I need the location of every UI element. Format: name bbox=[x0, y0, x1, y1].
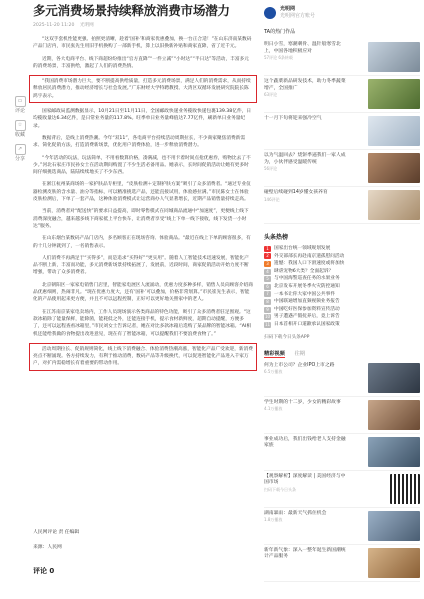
paragraph: 国家邮政局监测数据显示，10月21日至11月11日，全国邮政快递业务揽收快递包裹139.38亿件，日均揽收量达6.34亿件，是日常业务量的117.8%。旺季单日业务量峰值达7.77亿件，刷新单日业务量纪录。 bbox=[33, 109, 252, 129]
list-item[interactable]: 碰壁后续碰到14岁懂女孩养育 146评论 bbox=[264, 187, 420, 224]
paragraph: “今年活动的玩法，玩法简单，不用看数算价格，凑满减，也不用卡着时间点抢优惠券，购物比去了不少。”河北石家庄市民孙女士在活动期间购置了不少生活必备用品。她表示，长时间促销活动让她有更多时间仔细挑选商品，陆陆续续地买了不少东西。 bbox=[33, 155, 251, 176]
video-tabs bbox=[264, 350, 420, 357]
list-item[interactable]: 以为气温回去？烧饼季逼我们一家人成为，小伙伴感受温暖传统 56评论 bbox=[264, 150, 420, 187]
video-item[interactable]: 新年新气象：深入一整年诞生新国潮统计产品服务 bbox=[264, 545, 420, 582]
app-download-link[interactable]: 扫码下载今日头条APP bbox=[264, 334, 310, 340]
comment-icon: ▭ bbox=[15, 96, 26, 107]
qr-code bbox=[390, 474, 420, 504]
thumbnail bbox=[368, 42, 420, 72]
comment-count[interactable]: 评论 0 bbox=[33, 567, 55, 575]
editor-line: 人民网评论 责 任编辑 bbox=[33, 530, 80, 535]
tab-past[interactable]: 往期 bbox=[294, 350, 305, 357]
avatar[interactable] bbox=[264, 7, 276, 19]
video-item[interactable]: 何为上市公司？企业IPO上市之路 6.5万播放 bbox=[264, 360, 420, 397]
video-item[interactable]: 学生时期的十二岁，少女的精彩故事 4.1万播放 bbox=[264, 397, 420, 434]
highlight-quote: 活动周期拉长、促销规则简化，线上线下消费融合、体验消费热潮高涨，智能化产品广受欢迎，新消费亮点不断涌现。各方持续发力，有利于推动消费，数码产品等升级换代，可以促进智能化产品进入千家万户，对扩内需稳增长有着重要的带动作用。 bbox=[33, 346, 253, 367]
video-thumbnail bbox=[368, 400, 420, 430]
highlight-quote: “我国消费市场潜力巨大，要不断提高供给质量，打造多元消费场景，满足人们的消费需求，从而持续释放居民消费潜力，推动经济增长与社会发展。”广东财经大学特聘教授、大湾区双循环发展研究院院长陈鸿宇表示。 bbox=[33, 79, 251, 99]
right-sidebar bbox=[264, 0, 420, 582]
favorite-button[interactable]: ☆ 收藏 bbox=[14, 122, 25, 138]
hot-item[interactable]: 6 北京发布开展冬季火灾防控通知 bbox=[264, 283, 420, 291]
hot-item[interactable]: 1 国家出台统一领域规划发展 bbox=[264, 245, 420, 253]
list-item[interactable]: 十一月下旬将迎来强冷空气 bbox=[264, 113, 420, 150]
paragraph: 在浙江杭州某商场的一家护肤品专柜里，“皮肤检测＋定制护肤方案”吸引了众多消费者。“通过专业仪器检测皮肤的含水量、油分等指标，可以精准挑选产品，还能直接试用，体验感拉满。”市民陈女士在体验皮肤检测后，下单了一套产品，这种体验消费模式让运营商办人气显著增长，近期产品销售量持续走高。 bbox=[33, 182, 251, 203]
article-meta bbox=[33, 22, 98, 28]
article-title: 多元消费场景持续释放消费市场潜力 bbox=[33, 3, 230, 18]
hot-item[interactable]: 3 遗憾：我国人口下滑速度或将加快 bbox=[264, 260, 420, 268]
comment-button[interactable]: ▭ 评论 bbox=[14, 98, 25, 114]
video-thumbnail bbox=[368, 363, 420, 393]
video-item[interactable]: 【观察解析】深度解读 | 美国经济与中国市场 扫码下载今日头条 bbox=[264, 471, 420, 508]
share-button[interactable]: ↗ 分享 bbox=[14, 146, 25, 162]
thumbnail bbox=[368, 116, 420, 146]
hot-item[interactable]: 4 肆虐宠物6大类？全面起诉？ bbox=[264, 268, 420, 276]
hot-item[interactable]: 5 与中国海警巡查任务的水果业务 bbox=[264, 275, 420, 283]
hot-list-title: 头条热榜 bbox=[264, 234, 289, 241]
paragraph: 在江苏南京某家电卖场内，工作人员现场演示各类商品的特色功能，吸引了众多消费者驻足围观。“这款冰箱除了能量保鲜，能除菌，能耗低之外，还能连接手机，提示食材新鲜度，超期自动提醒，方便多了，还可以远程查看冰箱里，”市民刘女士告诉记者，她在对比多款冰箱后选购了某品牌的智能冰箱。“AI相机还能给我做的食物提出改进意见，现在有了智能冰箱，可以提醒我们不要浪费食物了。” bbox=[33, 309, 252, 337]
hot-works-title: TA的热门作品 bbox=[264, 29, 296, 35]
video-item[interactable]: 湖南暴雨：最新天气抓住机会 1.8万播放 bbox=[264, 508, 420, 545]
tab-featured-videos[interactable]: 精彩视频 bbox=[264, 350, 285, 357]
brand-sub: 光明网官方账号 bbox=[280, 13, 316, 19]
list-item[interactable]: 这个蔬菜新品研发技术，助力冬季蔬菜增产，全国推广 63评论 bbox=[264, 76, 420, 113]
publish-date: 2025-11-20 11:20 bbox=[33, 23, 75, 28]
paragraph: “这双手套机性能更强、拍照更清晰，趁着‘国补’和商家优惠叠加，换一台正合适！”在山东济南某数码产品门店内，市民张先生用旧手机换购了一部新手机，算上以旧换新补贴和商家直降，省了近千元。 bbox=[33, 37, 252, 50]
hot-item[interactable]: 8 中国联通增加直频视频业务报告 bbox=[264, 298, 420, 306]
paragraph: 北京朝阳区一家家电销售门店里，智能家电展区人流涌动，优惠力度多种多样，销售人员向顾客介绍商品优惠细则，热闹非凡。“现在优惠力度大，还有‘国补’可以叠加，价格非常划算。”市民崔先生表示，智能化的产品使用起来更方便，并且不可以远程控制，正好可以更好地关照家中的老人。 bbox=[33, 282, 253, 303]
action-rail bbox=[12, 96, 28, 168]
star-icon: ☆ bbox=[15, 120, 26, 131]
hot-item[interactable]: 2 外交部部长再赴南京遗孤慰问活动 bbox=[264, 253, 420, 261]
source-line: 来源：人民网 bbox=[33, 545, 62, 550]
article-source[interactable]: 光明网 bbox=[79, 23, 94, 28]
paragraph: 在山东烟台某数码产品门店内，多名顾客正在现场咨询、体验商品。“最近在线上下单的顾客很多，有的十几分钟就到了，一名销售表示。 bbox=[33, 236, 251, 249]
hot-item[interactable]: 7 一本书让你大家中国公共事件 bbox=[264, 291, 420, 299]
share-icon: ↗ bbox=[15, 144, 26, 155]
brand-name[interactable]: 光明网 bbox=[280, 6, 296, 12]
hot-item[interactable]: 9 中国吃好医保参加资料宣传活动 bbox=[264, 306, 420, 314]
paragraph: 近期，各大电商平台、线下商超纷纷推出“官方直降”“一件立减”“小时达”“半日达”等活动，丰富多元的消费场景，丰富供给，激起了人们的消费热情。 bbox=[33, 56, 249, 69]
video-thumbnail bbox=[368, 511, 420, 541]
paragraph: 当前，消费者对“配送快”的要求日益提高，即时零售模式在同城商品流通中“加速度”，更便线上线下消费深度融合，越来越多线下商家抵上平台快车，让消费者享受“线上下单一线下接收，线下发货一小时达”服务。 bbox=[33, 209, 249, 229]
hot-item[interactable]: 10 男子遭遇产假抚养后，竟上诉告 bbox=[264, 314, 340, 320]
highlight-box bbox=[29, 343, 257, 371]
hot-list bbox=[264, 245, 420, 329]
video-item[interactable]: 事业成功后，我们出钱给老人支持金融家族 bbox=[264, 434, 420, 471]
paragraph: 人们消费不再满足于“买得多”，而是追求“买得好”“更实用”。随着人工智能技术迅速发展，智能化产品不断上新，丰富而功能，多元消费新场景持续拓展了，发展前，近段时间，商家促销活动开始力度不断增强，带动了众多消费者。 bbox=[33, 255, 249, 276]
article-body bbox=[33, 36, 253, 376]
highlight-box bbox=[29, 75, 257, 103]
video-thumbnail bbox=[368, 548, 420, 578]
paragraph: 数据背后，是线上消费热潮。今年“双11”，各电商平台持续活动周期拉长，不少商家聚焦消费新需求、简化促销方法，打造消费新场景，优化用户消费体验，进一步释放消费潜力。 bbox=[33, 135, 246, 149]
thumbnail bbox=[368, 79, 420, 109]
video-thumbnail bbox=[368, 437, 420, 467]
thumbnail bbox=[368, 153, 420, 183]
thumbnail bbox=[368, 190, 420, 220]
article-footer bbox=[33, 528, 79, 550]
list-item[interactable]: 明日小雪，寒潮刺骨、温针般寒雪北上，中国各地积极应对 57评论 6条转载 bbox=[264, 39, 420, 76]
hot-item[interactable]: 11 日本首相开口道歉承认国家政策 bbox=[264, 321, 340, 327]
